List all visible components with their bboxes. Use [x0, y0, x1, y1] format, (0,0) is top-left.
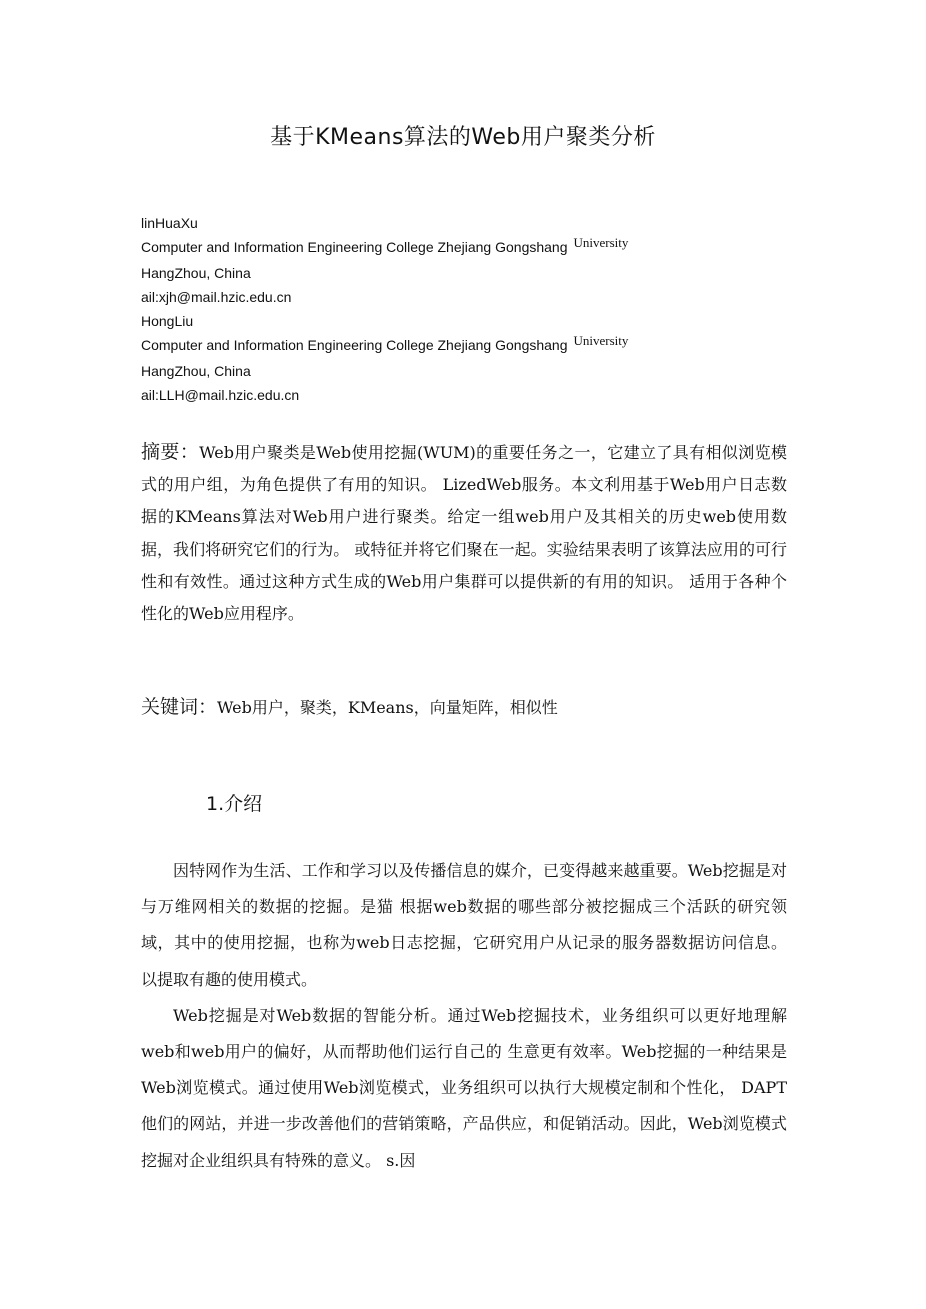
- affiliation-text: Computer and Information Engineering College Zhejiang Gongshang: [141, 337, 568, 354]
- author-name: linHuaXu: [141, 215, 198, 231]
- keywords-text: Web用户，聚类，KMeans，向量矩阵，相似性: [217, 698, 558, 717]
- keywords-label: 关键词：: [141, 696, 218, 718]
- author-location: HangZhou, China: [141, 264, 251, 281]
- affiliation-suffix: University: [573, 235, 629, 251]
- affiliation-text: Computer and Information Engineering College Zhejiang Gongshang: [141, 239, 568, 256]
- keywords: [141, 690, 558, 725]
- section-body: [141, 853, 787, 1179]
- abstract: [141, 436, 787, 630]
- abstract-label: 摘要：: [141, 441, 200, 463]
- author-block: [141, 211, 628, 407]
- author-affiliation: [141, 333, 628, 358]
- author-affiliation: [141, 235, 628, 260]
- author-email: ail:LLH@mail.hzic.edu.cn: [141, 387, 300, 404]
- author-email: ail:xjh@mail.hzic.edu.cn: [141, 288, 292, 305]
- body-paragraph: 因特网作为生活、工作和学习以及传播信息的媒介，已变得越来越重要。Web挖掘是对与万维网相关的数据的挖掘。是猫 根据web数据的哪些部分被挖掘成三个活跃的研究领域，其中的使用挖掘，也称为web日志挖掘，它研究用户从记录的服务器数据访问信息。 以提取有趣的使用模式。: [141, 861, 787, 989]
- author-location: HangZhou, China: [141, 362, 251, 379]
- paper-title: 基于KMeans算法的Web用户聚类分析: [270, 125, 656, 150]
- author-name: HongLiu: [141, 313, 194, 330]
- affiliation-suffix: University: [573, 333, 629, 349]
- abstract-text: Web用户聚类是Web使用挖掘(WUM)的重要任务之一，它建立了具有相似浏览模式的用户组，为角色提供了有用的知识。 LizedWeb服务。本文利用基于Web用户日志数据的KMeans算法对Web用户进行聚类。给定一组web用户及其相关的历史web使用数据，我们将研究它们的行为。 或特征并将它们聚在一起。实验结果表明了该算法应用的可行性和有效性。通过这种方式生成的Web用户集群可以提供新的有用的知识。 适用于各种个性化的Web应用程序。: [141, 443, 787, 624]
- body-paragraph: Web挖掘是对Web数据的智能分析。通过Web挖掘技术，业务组织可以更好地理解web和web用户的偏好，从而帮助他们运行自己的 生意更有效率。Web挖掘的一种结果是Web浏览模式。通过使用Web浏览模式，业务组织可以执行大规模定制和个性化， DAPT他们的网站，并进一步改善他们的营销策略，产品供应，和促销活动。因此，Web浏览模式挖掘对企业组织具有特殊的意义。 s.因: [141, 1005, 787, 1170]
- section-heading: 1.介绍: [206, 793, 263, 815]
